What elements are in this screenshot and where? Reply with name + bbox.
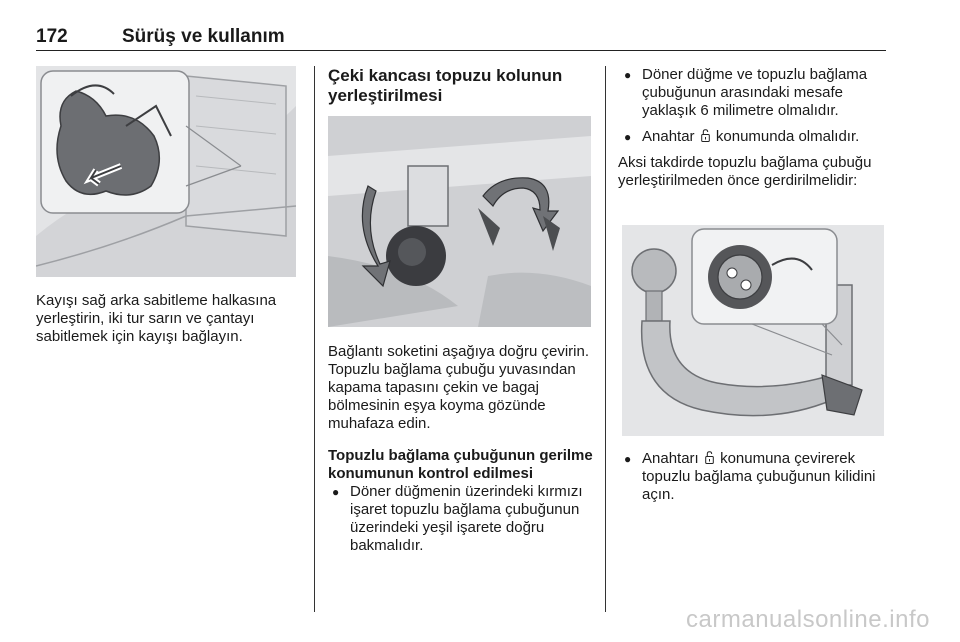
list-item [620,128,890,146]
illustration-socket [328,116,591,327]
check-list [328,483,596,555]
list-item-text: konumuna çevirerek topuzlu bağlama çubuğunun kilidini açın. [642,450,876,503]
list-item [328,483,596,555]
unlock-list [620,450,890,504]
list-item-text: Anahtarı [642,450,699,467]
page-header [36,26,886,51]
col3-paragraph: Aksi takdirde topuzlu bağlama çubuğu yerleştirilmeden önce gerdirilmelidir: [618,154,872,189]
open-lock-icon [705,451,714,464]
illustration-trunk-strap [36,66,296,277]
list-item-text: Döner düğmenin üzerindeki kırmızı işaret topuzlu bağlama çubuğunun üzerindeki yeşil işarete doğru bakmalıdır. [350,483,583,554]
page-number: 172 [36,26,68,47]
illustration-tow-bar [622,225,884,436]
col1-text [36,292,304,346]
check-list-continued [620,66,890,146]
col1-paragraph: Kayışı sağ arka sabitleme halkasına yerleştirin, iki tur sarın ve çantayı sabitlemek için kayışı bağlayın. [36,292,277,345]
section-title: Sürüş ve kullanım [122,26,285,47]
list-item [620,66,890,120]
column-divider-2 [605,66,606,612]
check-subheading: Topuzlu bağlama çubuğunun gerilme konumunun kontrol edilmesi [328,447,593,482]
column-divider-1 [314,66,315,612]
open-lock-icon [701,129,710,142]
list-item-text: Döner düğme ve topuzlu bağlama çubuğunun arasındaki mesafe yaklaşık 6 milimetre olmalıdır. [642,66,868,119]
col2-heading-block [328,66,593,106]
col2-text [328,343,596,555]
col3-text-bottom [620,450,890,504]
col3-text-top [620,66,890,190]
list-item-text: konumunda olmalıdır. [715,128,860,145]
col2-paragraph: Bağlantı soketini aşağıya doğru çevirin. Topuzlu bağlama çubuğu yuvasından kapama tapasını çekin ve bagaj bölmesinin eşya koyma gözünde muhafaza edin. [328,343,589,432]
list-item-text: Anahtar [642,128,695,145]
list-item [620,450,890,504]
section-heading: Çeki kancası topuzu kolunun yerleştirilmesi [328,66,563,105]
watermark: carmanualsonline.info [686,606,930,633]
